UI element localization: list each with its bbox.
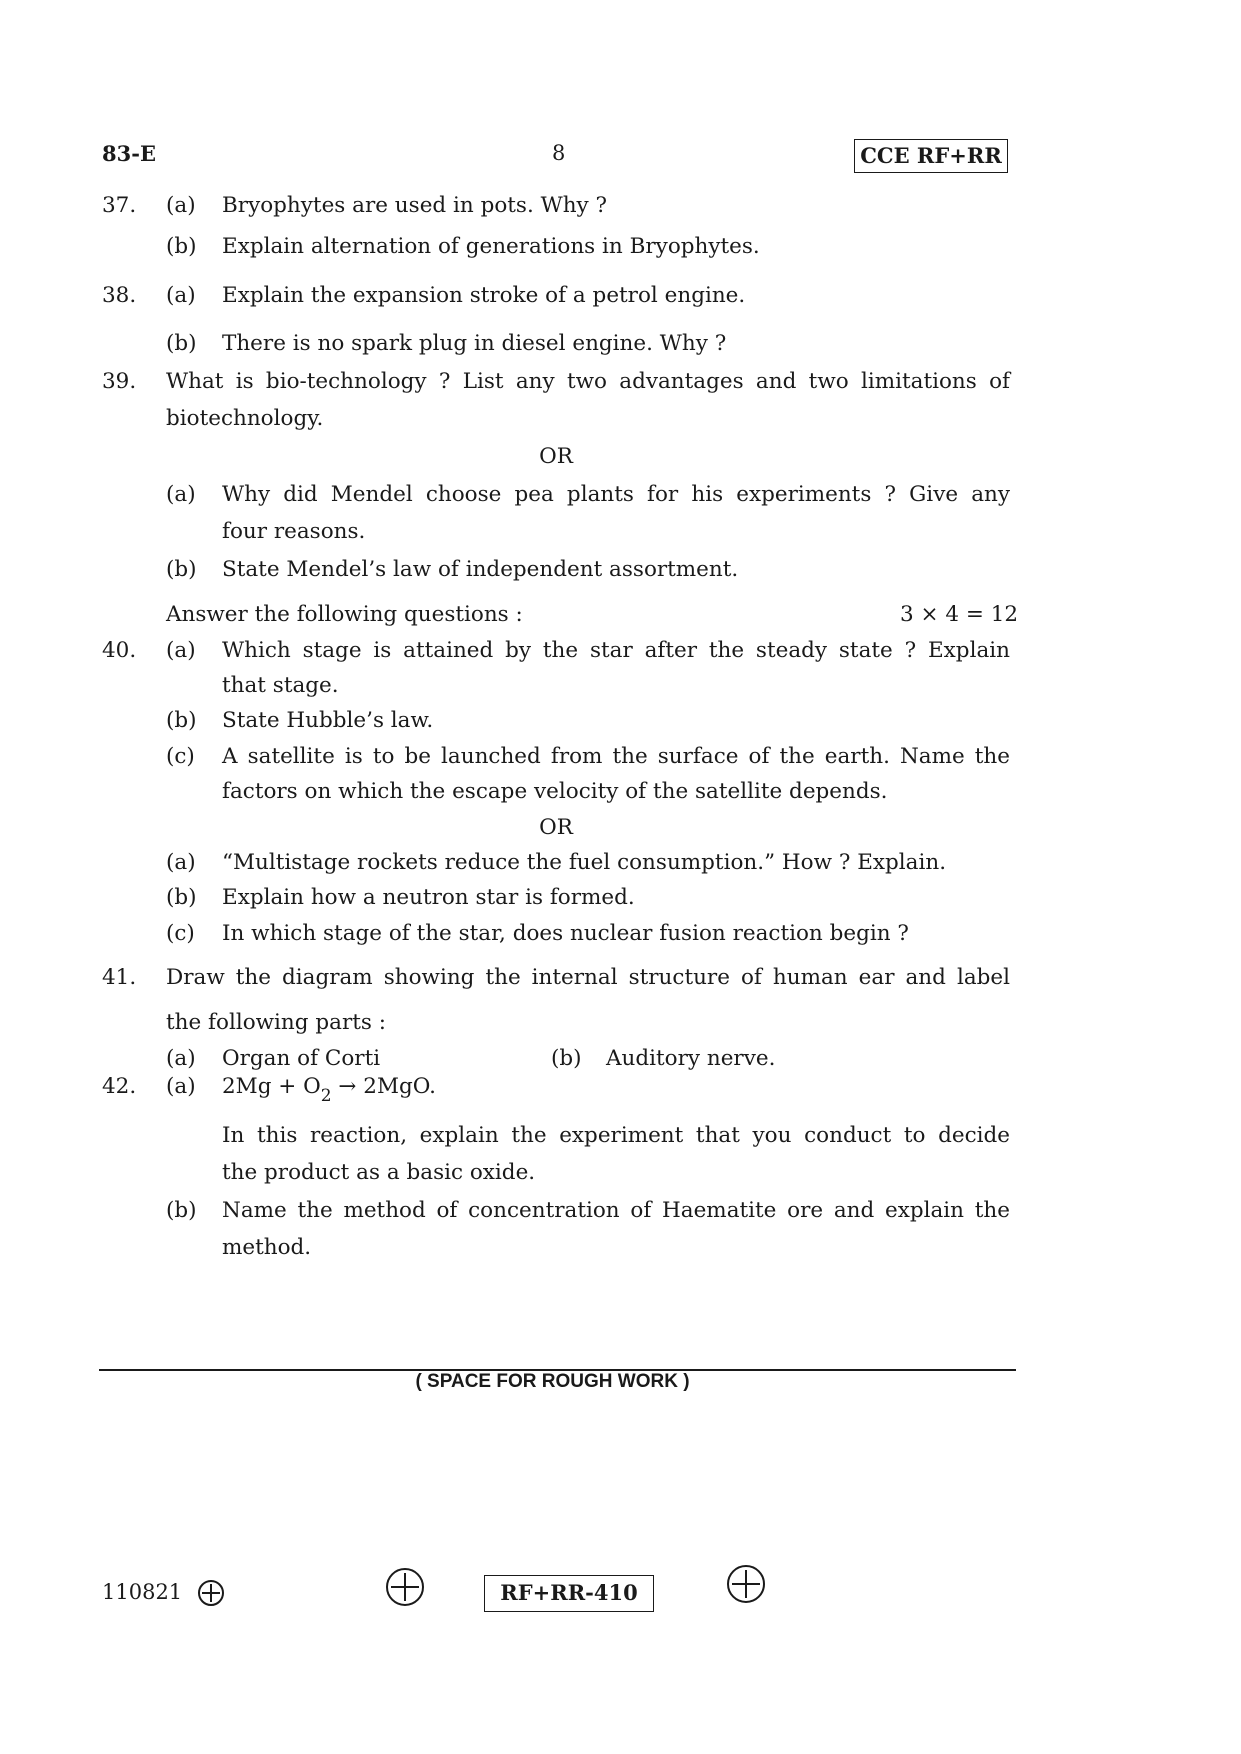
sub-label: (b)	[551, 1046, 582, 1071]
question-number: 37.	[102, 193, 137, 218]
sub-label: (b)	[166, 557, 197, 582]
sub-label: (a)	[166, 850, 196, 875]
registration-mark-icon	[198, 1580, 224, 1606]
question-text: Which stage is attained by the star after the steady state ? Explain	[222, 638, 1010, 663]
question-text: the following parts :	[166, 1010, 386, 1035]
question-text: In which stage of the star, does nuclear fusion reaction begin ?	[222, 921, 909, 946]
question-number: 38.	[102, 283, 137, 308]
footer-code: 110821	[102, 1580, 183, 1604]
sub-label: (b)	[166, 708, 197, 733]
sub-label: (a)	[166, 1074, 196, 1099]
registration-mark-icon	[386, 1568, 424, 1606]
question-number: 41.	[102, 965, 137, 990]
sub-label: (b)	[166, 1198, 197, 1223]
sub-label: (a)	[166, 283, 196, 308]
footer-series-box: RF+RR-410	[484, 1575, 654, 1612]
question-text: In this reaction, explain the experiment that you conduct to decide	[222, 1123, 1010, 1148]
sub-label: (a)	[166, 482, 196, 507]
sub-label: (b)	[166, 234, 197, 259]
sub-label: (a)	[166, 638, 196, 663]
question-text: Draw the diagram showing the internal structure of human ear and label	[166, 965, 1010, 990]
page-code: 83-E	[102, 141, 156, 166]
sub-label: (c)	[166, 921, 195, 946]
question-text: the product as a basic oxide.	[222, 1160, 536, 1185]
question-text: Auditory nerve.	[606, 1046, 776, 1071]
question-text: Why did Mendel choose pea plants for his experiments ? Give any	[222, 482, 1010, 507]
page-number: 8	[552, 141, 566, 165]
question-text: Explain alternation of generations in Bryophytes.	[222, 234, 760, 259]
question-text: that stage.	[222, 673, 339, 698]
chemical-equation: $2Mg + O_2 \to 2MgO$.	[222, 1074, 436, 1106]
rough-work-label: ( SPACE FOR ROUGH WORK )	[415, 1371, 690, 1392]
question-text: Organ of Corti	[222, 1046, 381, 1071]
sub-label: (b)	[166, 331, 197, 356]
question-text: What is bio-technology ? List any two advantages and two limitations of	[166, 369, 1010, 394]
section-marks: 3 × 4 = 12	[900, 602, 1019, 627]
question-text: State Mendel’s law of independent assortment.	[222, 557, 739, 582]
question-text: biotechnology.	[166, 406, 324, 431]
or-separator: OR	[539, 815, 573, 840]
or-separator: OR	[539, 444, 573, 469]
question-text: four reasons.	[222, 519, 366, 544]
question-text: Bryophytes are used in pots. Why ?	[222, 193, 608, 218]
sub-label: (c)	[166, 744, 195, 769]
sub-label: (a)	[166, 193, 196, 218]
question-text: Name the method of concentration of Haematite ore and explain the	[222, 1198, 1010, 1223]
question-number: 40.	[102, 638, 137, 663]
question-text: factors on which the escape velocity of the satellite depends.	[222, 779, 888, 804]
section-instruction: Answer the following questions :	[166, 602, 523, 627]
question-number: 39.	[102, 369, 137, 394]
question-text: State Hubble’s law.	[222, 708, 434, 733]
question-text: A satellite is to be launched from the surface of the earth. Name the	[222, 744, 1010, 769]
registration-mark-icon	[727, 1565, 765, 1603]
series-box: CCE RF+RR	[854, 139, 1008, 173]
question-number: 42.	[102, 1074, 137, 1099]
question-text: “Multistage rockets reduce the fuel consumption.” How ? Explain.	[222, 850, 947, 875]
question-text: Explain the expansion stroke of a petrol engine.	[222, 283, 746, 308]
question-text: There is no spark plug in diesel engine. Why ?	[222, 331, 727, 356]
question-text: method.	[222, 1235, 312, 1260]
question-text: Explain how a neutron star is formed.	[222, 885, 635, 910]
sub-label: (a)	[166, 1046, 196, 1071]
sub-label: (b)	[166, 885, 197, 910]
